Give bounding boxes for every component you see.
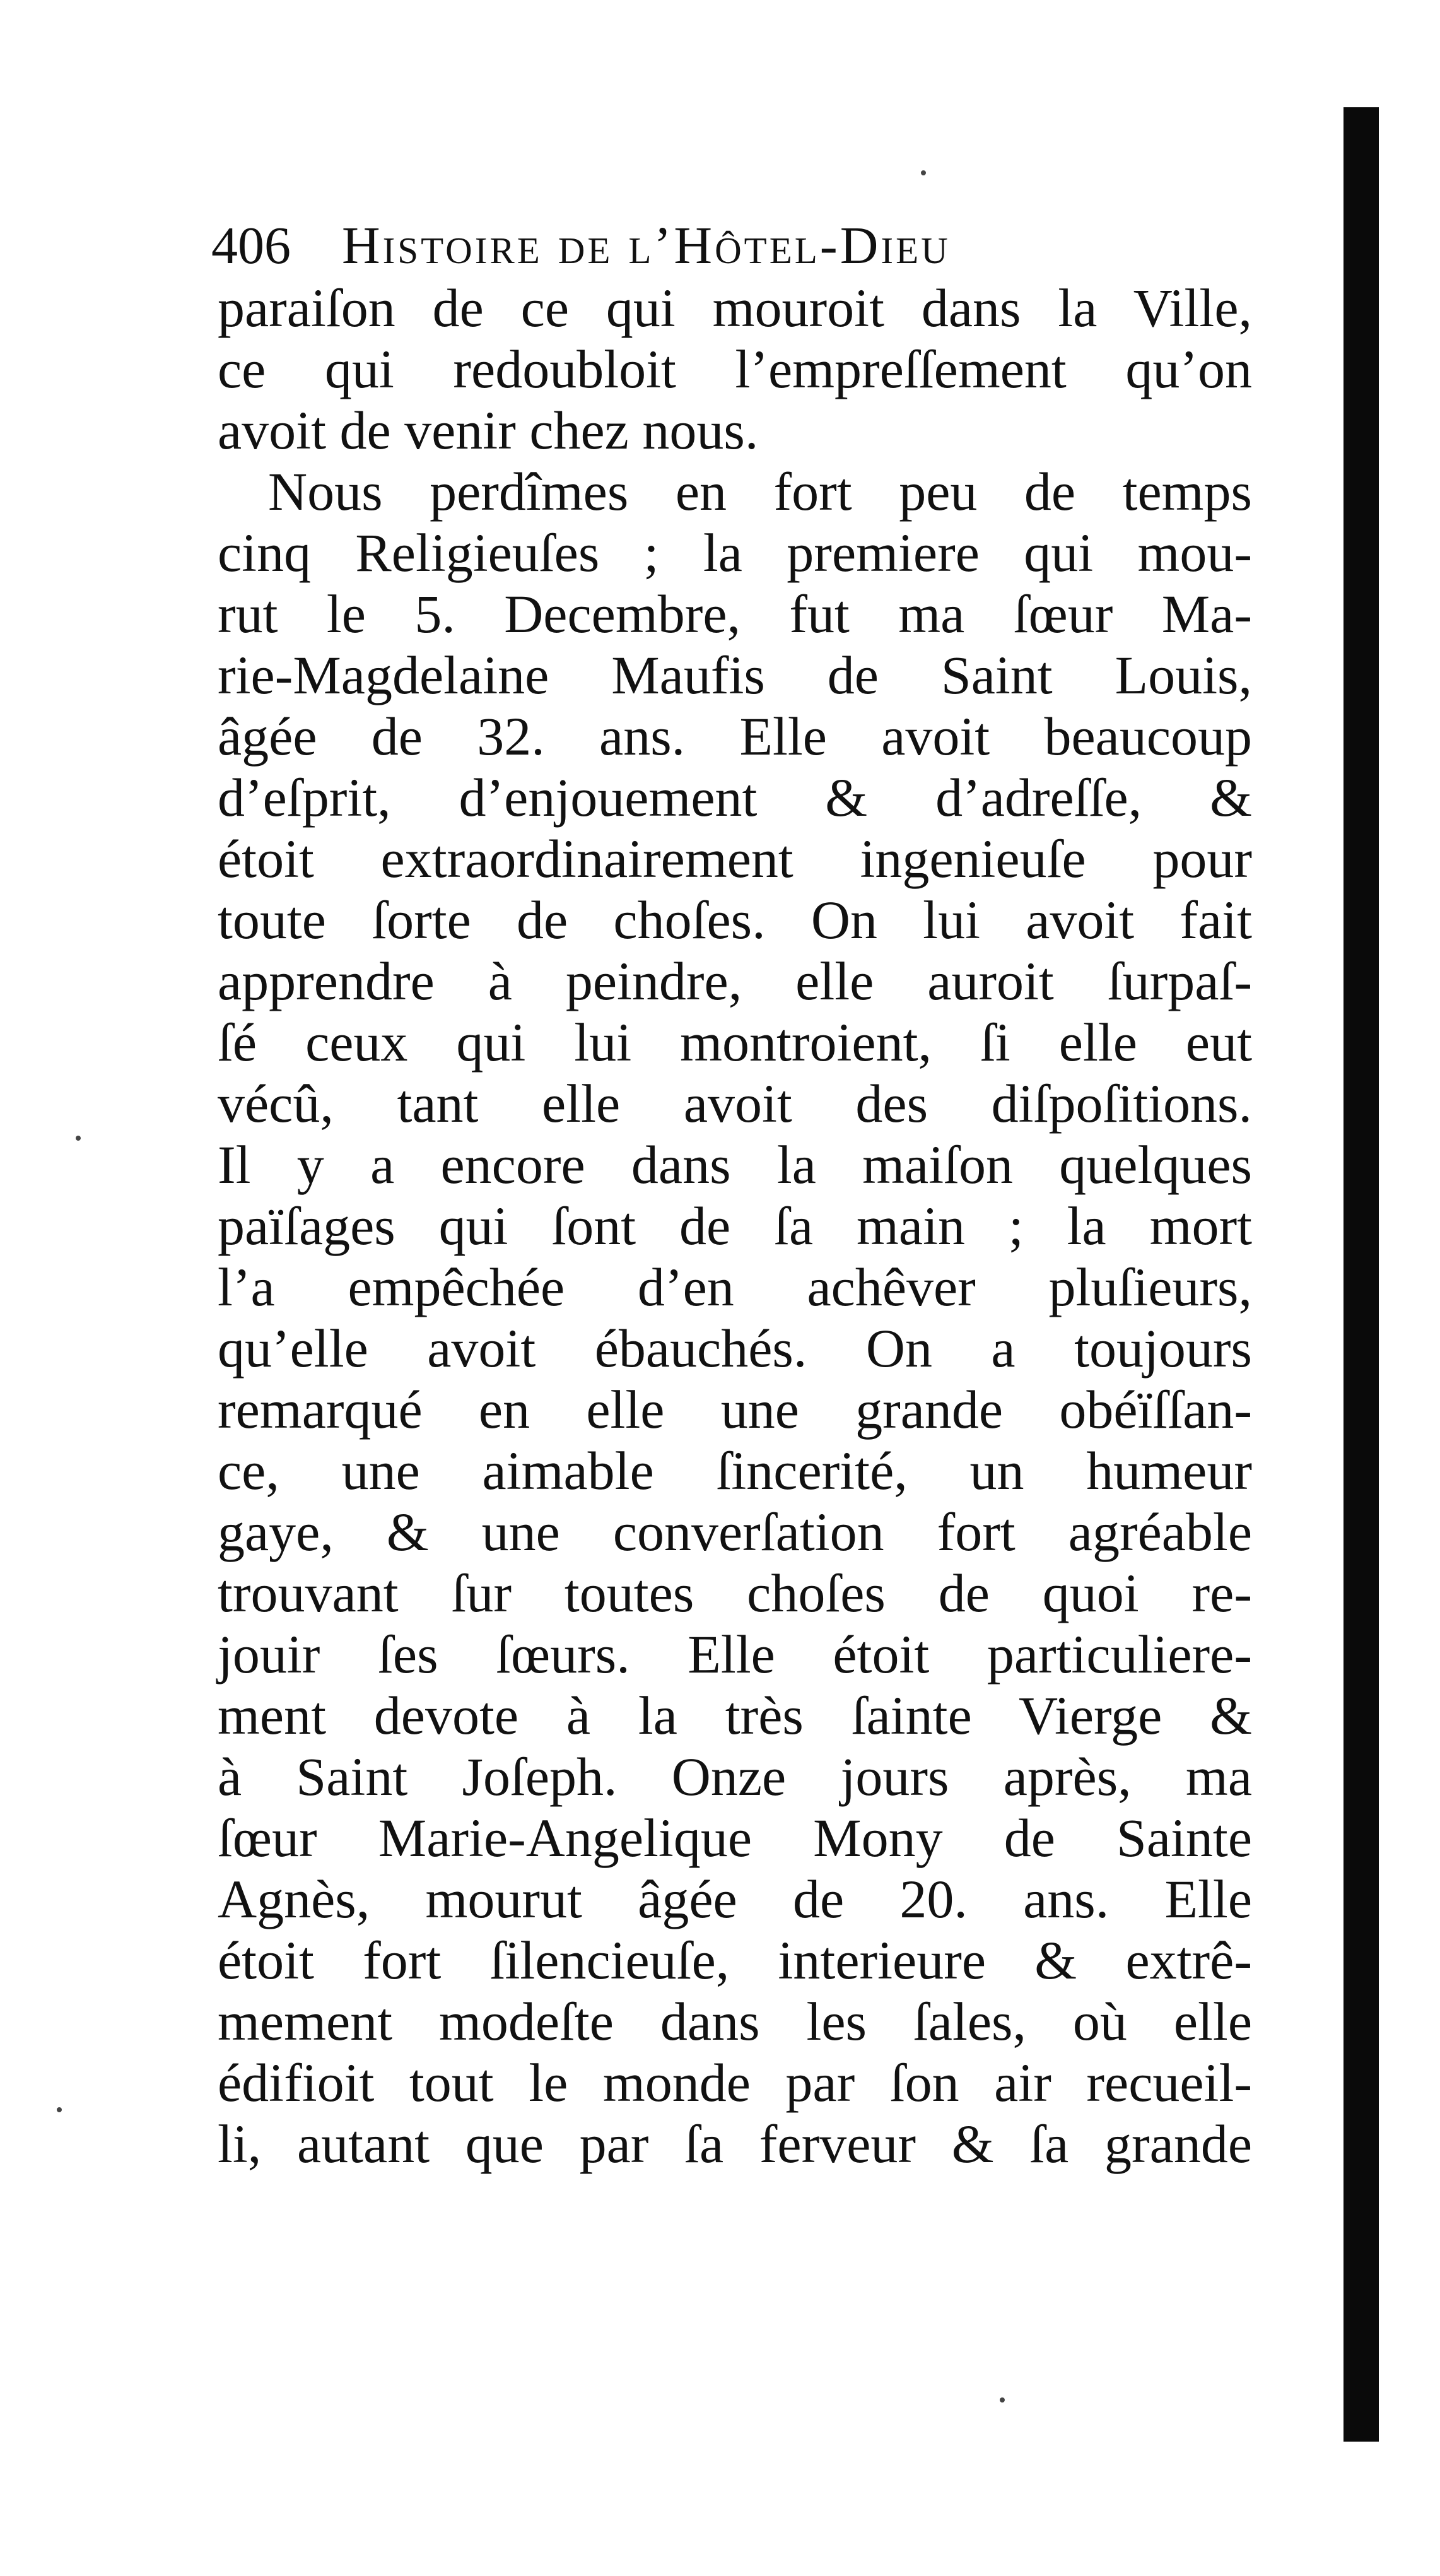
text-line: étoit extraordinairement ingenieuſe pour (218, 828, 1252, 889)
text-line: Agnès, mourut âgée de 20. ans. Elle (218, 1869, 1252, 1929)
text-line: âgée de 32. ans. Elle avoit beaucoup (218, 706, 1252, 767)
ink-speck (921, 170, 926, 175)
text-line: à Saint Joſeph. Onze jours après, ma (218, 1746, 1252, 1807)
running-head-title: Histoire de l’Hôtel-Dieu (342, 216, 951, 275)
text-line: gaye, & une converſation fort agréable (218, 1502, 1252, 1562)
page-number: 406 (211, 216, 291, 275)
text-line: li, autant que par ſa ferveur & ſa grande (218, 2114, 1252, 2174)
text-line: paraiſon de ce qui mouroit dans la Ville, (218, 278, 1252, 338)
text-line: ce qui redoubloit l’empreſſement qu’on (218, 339, 1252, 399)
text-line: rut le 5. Decembre, fut ma ſœur Ma- (218, 584, 1252, 644)
text-line: étoit fort ſilencieuſe, interieure & extrê- (218, 1930, 1252, 1991)
text-line: vécû, tant elle avoit des diſpoſitions. (218, 1073, 1252, 1134)
text-line: l’a empêchée d’en achêver pluſieurs, (218, 1257, 1252, 1317)
running-head (211, 211, 1252, 281)
text-line: apprendre à peindre, elle auroit ſurpaſ- (218, 951, 1252, 1011)
body-text (218, 278, 1252, 2175)
ink-speck (57, 2107, 62, 2112)
page-edge-shadow (1343, 107, 1379, 2442)
text-line: d’eſprit, d’enjouement & d’adreſſe, & (218, 767, 1252, 828)
paragraph-first-line: Nous perdîmes en fort peu de temps (268, 461, 1252, 522)
ink-speck (76, 1136, 81, 1141)
text-line: ce, une aimable ſincerité, un humeur (218, 1440, 1252, 1501)
text-line: païſages qui ſont de ſa main ; la mort (218, 1196, 1252, 1256)
text-line: cinq Religieuſes ; la premiere qui mou- (218, 522, 1252, 583)
text-line: avoit de venir chez nous. (218, 400, 759, 461)
text-line: rie-Magdelaine Maufis de Saint Louis, (218, 645, 1252, 705)
text-line: remarqué en elle une grande obéïſſan- (218, 1379, 1252, 1440)
text-line: jouir ſes ſœurs. Elle étoit particuliere- (218, 1624, 1252, 1685)
text-line: toute ſorte de choſes. On lui avoit fait (218, 890, 1252, 950)
text-line: mement modeſte dans les ſales, où elle (218, 1991, 1252, 2052)
text-line: qu’elle avoit ébauchés. On a toujours (218, 1318, 1252, 1379)
text-line: édifioit tout le monde par ſon air recueil- (218, 2052, 1252, 2113)
text-line: ment devote à la très ſainte Vierge & (218, 1685, 1252, 1746)
ink-speck (1000, 2397, 1005, 2403)
text-line: ſœur Marie-Angelique Mony de Sainte (218, 1808, 1252, 1868)
text-line: ſé ceux qui lui montroient, ſi elle eut (218, 1012, 1252, 1073)
text-line: trouvant ſur toutes choſes de quoi re- (218, 1563, 1252, 1623)
text-line: Il y a encore dans la maiſon quelques (218, 1134, 1252, 1195)
